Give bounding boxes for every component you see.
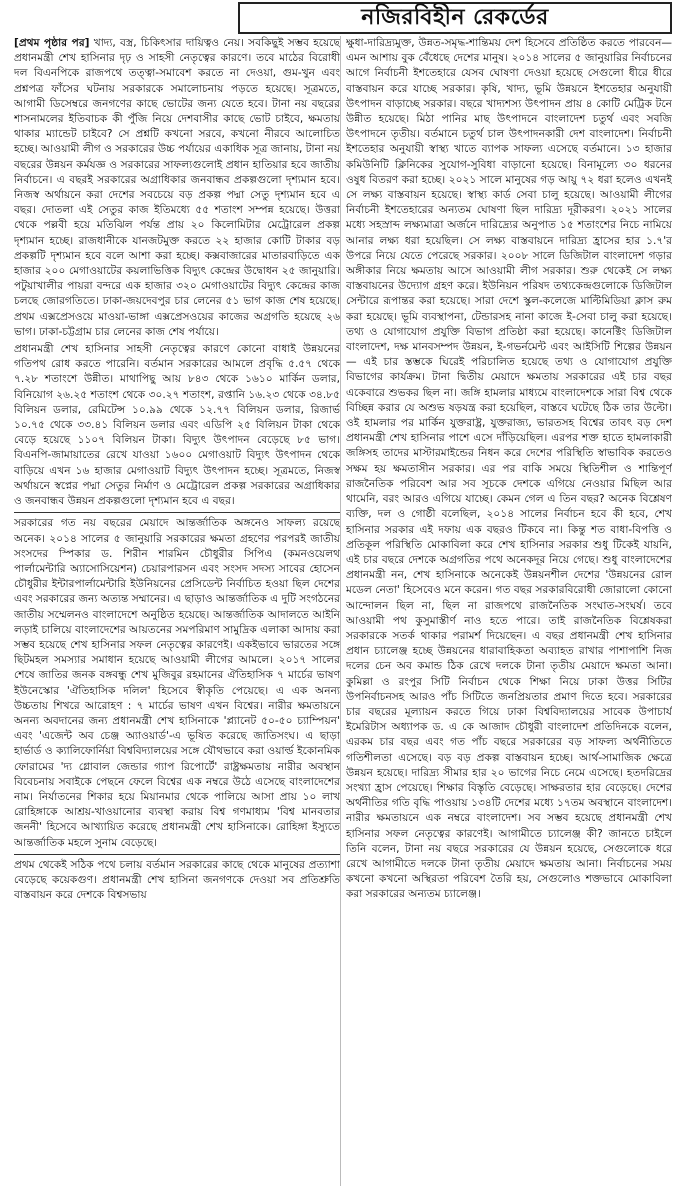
section-rule [14,854,340,855]
section-rule [14,512,340,513]
right-column [346,36,672,1192]
column-divider [340,36,341,1186]
left-paragraph-3: সরকারের গত নয় বছরের মেয়াদে আন্তর্জাতিক অঙ্গনেও সাফল্য রয়েছে অনেক। ২০১৪ সালের ৫ জানুয়ারি সরকারের ক্ষমতা গ্রহণের পরপরই জাতীয় সংসদের স্পিকার ড. শিরীন শারমিন চৌধুরীর সিপিএ (কমনওয়েলথ পার্লামেন্টারি অ্যাসোসিয়েশন) চেয়ারপারসন এবং সংসদ সদস্য সাবের হোসেন চৌধুরীর ইন্টারপার্লামেন্টারি ইউনিয়নের প্রেসিডেন্ট নির্বাচিত হওয়া ছিল দেশের এবং সরকারের জন্য অত্যন্ত সম্মানের। এ ছাড়াও আন্তর্জাতিক এ দুটি সংগঠনের জাতীয় সম্মেলনও বাংলাদেশে অনুষ্ঠিত হয়েছে। আন্তর্জাতিক আদালতে আইনি লড়াই চালিয়ে বাংলাদেশের আয়তনের সমপরিমাণ সামুদ্রিক এলাকা আদায় করা সম্ভব হয়েছে শেখ হাসিনার সফল নেতৃত্বের কারণেই। একইভাবে ভারতের সঙ্গে ছিটমহল সমস্যার সমাধান হয়েছে আওয়ামী লীগের আমলে। ২০১৭ সালের শেষে জাতির জনক বঙ্গবন্ধু শেখ মুজিবুর রহমানের ঐতিহাসিক ৭ মার্চের ভাষণ ইউনেস্কোর 'ঐতিহাসিক দলিল' হিসেবে স্বীকৃতি পেয়েছে। এ এক অনন্য উচ্চতায় শিখরে আরোহণ : ৭ মার্চের ভাষণ এখন বিশ্বের। নারীর ক্ষমতায়নে অনন্য অবদানের জন্য প্রধানমন্ত্রী শেখ হাসিনাকে 'প্ল্যানেট ৫০-৫০ চ্যাম্পিয়ন' এবং 'এজেন্ট অব চেঞ্জ অ্যাওয়ার্ড'-এ ভূষিত করেছে জাতিসংঘ। এ ছাড়া হার্ভার্ড ও ক্যালিফোর্নিয়া বিশ্ববিদ্যালয়ের সঙ্গে যৌথভাবে করা ওয়ার্ল্ড ইকোনমিক ফোরামের 'দ্য গ্লোবাল জেন্ডার গ্যাপ রিপোর্টে' রাষ্ট্রক্ষমতায় নারীর অবস্থান বিবেচনায় সবাইকে পেছনে ফেলে বিশ্বের এক নম্বরে উঠে এসেছে বাংলাদেশের নাম। নির্যাতনের শিকার হয়ে মিয়ানমার থেকে পালিয়ে আসা প্রায় ১০ লাখ রোহিঙ্গাকে আশ্রয়-খাওয়ানোর ব্যবস্থা করায় বিশ্ব গণমাধ্যম 'বিশ্ব মানবতার জননী' হিসেবে আখ্যায়িত করেছে প্রধানমন্ত্রী শেখ হাসিনাকে। রোহিঙ্গা ইস্যুতে আন্তর্জাতিক মহলে সুনাম বেড়েছে। [14,517,340,849]
left-paragraph-1 [14,36,340,340]
left-column [14,36,340,1192]
left-paragraph-2: প্রধানমন্ত্রী শেখ হাসিনার সাহসী নেতৃত্বের কারণে কোনো বাধাই উন্নয়নের গতিপথ রোধ করতে পারেনি। বর্তমান সরকারের আমলে প্রবৃদ্ধি ৫.৫৭ থেকে ৭.২৮ শতাংশে উন্নীত। মাথাপিছু আয় ৮৪৩ থেকে ১৬১০ মার্কিন ডলার, বিনিয়োগ ২৬.২৫ শতাংশ থেকে ৩০.২৭ শতাংশ, রপ্তানি ১৬.২৩ থেকে ৩৪.৮৫ বিলিয়ন ডলার, রেমিটেন্স ১০.৯৯ থেকে ১২.৭৭ বিলিয়ন ডলার, রিজার্ভ ১০.৭৫ থেকে ৩৩.৪১ বিলিয়ন ডলার এবং এডিপি ২৫ বিলিয়ন টাকা থেকে বেড়ে হয়েছে ১১০৭ বিলিয়ন টাকা। বিদ্যুৎ উৎপাদন বেড়েছে ৮৫ ভাগ। বিএনপি-জামায়াতের রেখে যাওয়া ১৬০০ মেগাওয়াট বিদ্যুৎ উৎপাদন থেকে বাড়িয়ে এখন ১৬ হাজার মেগাওয়াট বিদ্যুৎ উৎপাদন হচ্ছে। সূত্রমতে, নিজস্ব অর্থায়নে স্বপ্নের পদ্মা সেতুর নির্মাণ ও মেট্রোরেল প্রকল্প সরকারের অগ্রাধিকার ও জনবান্ধব উন্নয়ন প্রকল্পগুলো দৃশ্যমান হবে এ বছর। [14,343,340,508]
left-paragraph-4: প্রথম থেকেই সঠিক পথে চলায় বর্তমান সরকারের কাছে থেকে মানুষের প্রত্যাশা বেড়েছে কয়েকগুণ। প্রধানমন্ত্রী শেখ হাসিনা জনগণকে দেওয়া সব প্রতিশ্রুতি বাস্তবায়ন করে দেশকে বিশ্বসভায় [14,858,340,902]
left-paragraph-1-text: খাদ্য, বস্ত্র, চিকিৎসার দায়িত্বও নেয়। সবকিছুই সম্ভব হয়েছে প্রধানমন্ত্রী শেখ হাসিনার দৃঢ় ও সাহসী নেতৃত্বের কারণে। তবে মাঠের বিরোধী দল বিএনপিকে রাজপথে তত্ত্বা-সমাবেশ করতে না দেওয়া, গুম-খুন এবং প্রশ্নপত্র ফাঁসের ঘটনায় সরকারকে সমালোচনায় পড়তে হয়েছে। সূত্রমতে, আগামী ডিসেম্বরে জনগণের কাছে ভোটের জন্য যেতে হবে। টানা নয় বছরের শাসনামলের ইতিবাচক কী পুঁজি নিয়ে দেশবাসীর কাছে ভোট চাইবে, ক্ষমতায় থাকার ম্যান্ডেট চাইবে? সে প্রশ্নটি কখনো সরবে, কখনো নীরবে আলোচিত হচ্ছে। আওয়ামী লীগ ও সরকারের উচ্চ পর্যায়ের একাধিক সূত্র জানায়, টানা নয় বছরের উন্নয়ন কর্মযজ্ঞ ও সরকারের সাফল্যগুলোই প্রধান হাতিয়ার হবে জাতীয় নির্বাচনে। এ বছরই সরকারের অগ্রাধিকার জনবান্ধব প্রকল্পগুলো দৃশ্যমান হবে। নিজস্ব অর্থায়নে করা দেশের সবচেয়ে বড় প্রকল্প পদ্মা সেতু দৃশ্যমান হবে এ বছর। দোতলা এই সেতুর কাজ ইতিমধ্যে ৫৫ শতাংশ সম্পন্ন হয়েছে। উত্তরা থেকে পল্লবী হয়ে মতিঝিল পর্যন্ত প্রায় ২০ কিলোমিটার মেট্রোরেল প্রকল্প দৃশ্যমান হচ্ছে। রাজধানীকে যানজটমুক্ত করতে ২২ হাজার কোটি টাকার বড় প্রকল্পটি দৃশ্যমান হবে বলে আশা করা হচ্ছে। কক্সবাজারের মাতারবাড়িতে এক হাজার ২০০ মেগাওয়াটের কয়লাভিত্তিক বিদ্যুৎ কেন্দ্রের উদ্বোধন ২৫ জানুয়ারি। পটুয়াখালীর পায়রা বন্দরে এক হাজার ৩২০ মেগাওয়াটের বিদ্যুৎ কেন্দ্রের কাজ চলছে জোরগতিতে। ঢাকা-জয়দেবপুর চার লেনের ৫১ ভাগ কাজ শেষ হয়েছে। প্রথম এক্সপ্রেসওয়ে মাওয়া-ভাঙ্গা এক্সপ্রেসওয়ের কাজের অগ্রগতি হয়েছে ২৬ ভাগ। ঢাকা-চট্টগ্রাম চার লেনের কাজ শেষ পর্যায়ে। [14,37,340,338]
right-paragraph-1: ক্ষুধা-দারিদ্র্যমুক্ত, উন্নত-সমৃদ্ধ-শান্তিময় দেশ হিসেবে প্রতিষ্ঠিত করতে পারবেন— এমন আশায় বুক বেঁধেছে দেশের মানুষ। ২০১৪ সালের ৫ জানুয়ারির নির্বাচনের আগে নির্বাচনী ইশতেহারে যেসব ঘোষণা দেওয়া হয়েছে সেগুলো ধীরে ধীরে বাস্তবায়ন করে যাচ্ছে সরকার। কৃষি, খাদ্য, ভূমি উন্নয়নে ইশতেহার অনুযায়ী উৎপাদন বাড়াচ্ছে সরকার। বছরে খাদ্যশস্য উৎপাদন প্রায় ৪ কোটি মেট্রিক টনে উন্নীত হয়েছে। মিঠা পানির মাছ উৎপাদনে বাংলাদেশ চতুর্থ এবং সবজি উৎপাদনে তৃতীয়। বর্তমানে চতুর্থ চাল উৎপাদনকারী দেশ বাংলাদেশ। নির্বাচনী ইশতেহার অনুযায়ী স্বাস্থ্য খাতে ব্যাপক সাফল্য এসেছে বর্তমানে। ১৩ হাজার কমিউনিটি ক্লিনিকের সুযোগ-সুবিধা বাড়ানো হয়েছে। বিনামূল্যে ৩০ ধরনের ওষুধ বিতরণ করা হচ্ছে। ২০২১ সালে মানুষের গড় আয়ু ৭২ ধরা হলেও এখনই সে লক্ষ্য বাস্তবায়ন হয়েছে। স্বাস্থ্য কার্ড সেবা চালু হয়েছে। আওয়ামী লীগের নির্বাচনী ইশতেহারের অন্যতম ঘোষণা ছিল দারিদ্র্য দূরীকরণ। ২০২১ সালের মধ্যে সহস্রাব্দ লক্ষ্যমাত্রা অর্জনে দারিদ্র্যের অনুপাত ১৫ শতাংশের নিচে নামিয়ে আনার লক্ষ্য ধরা হয়েছিল। সে লক্ষ্য বাস্তবায়নে দারিদ্র্য হ্রাসের হার ১.৭'র উপরে নিয়ে যেতে পেরেছে সরকার। ২০০৮ সালে ডিজিটাল বাংলাদেশ গড়ার অঙ্গীকার নিয়ে ক্ষমতায় আসে আওয়ামী লীগ সরকার। শুরু থেকেই সে লক্ষ্য বাস্তবায়নের উদ্যোগ গ্রহণ করে। ইউনিয়ন পরিষদ তথ্যকেন্দ্রগুলোকে ডিজিটাল সেন্টারে রূপান্তর করা হয়েছে। সারা দেশে স্কুল-কলেজে মাল্টিমিডিয়া ক্লাস রুম করা হয়েছে। ভূমি ব্যবস্থাপনা, টেন্ডারসহ নানা কাজে ই-সেবা চালু করা হয়েছে। তথ্য ও যোগাযোগ প্রযুক্তি বিভাগ প্রতিষ্ঠা করা হয়েছে। কানেক্টিং ডিজিটাল বাংলাদেশ, দক্ষ মানবসম্পদ উন্নয়ন, ই-গভর্নমেন্ট এবং আইসিটি শিল্পের উন্নয়ন— এই চার স্তম্ভকে ঘিরেই পরিচালিত হয়েছে তথ্য ও যোগাযোগ প্রযুক্তি বিভাগের কার্যক্রম। টানা দ্বিতীয় মেয়াদে ক্ষমতায় সরকারের এই চার বছর একেবারে শুভকর ছিল না। জঙ্গি হামলার মাধ্যমে বাংলাদেশকে সারা বিশ্ব থেকে বিচ্ছিন্ন করার যে অশুভ ষড়যন্ত্র করা হয়েছিল, বাস্তবে ঘটেছে ঠিক তার উল্টো। ওই হামলার পর মার্কিন যুক্তরাষ্ট্র, যুক্তরাজ্য, ভারতসহ বিশ্বের তাবৎ বড় দেশ প্রধানমন্ত্রী শেখ হাসিনার পাশে এসে দাঁড়িয়েছিল। এরপর শক্ত হাতে হামলাকারী জঙ্গিসহ তাদের মাস্টারমাইন্ডের নিধন করে দেশের পরিস্থিতি স্বাভাবিক করতেও সক্ষম হয় ক্ষমতাসীন সরকার। এর পর বাকি সময়ে স্থিতিশীল ও শান্তিপূর্ণ রাজনৈতিক পরিবেশ আর সব সূচকে দেশকে এগিয়ে নেওয়ার মিছিল আর থামেনি, বরং আরও এগিয়ে যাচ্ছে। কেমন গেল এ তিন বছর? অনেক বিশ্লেষণ ব্যক্তি, দল ও গোষ্ঠী বলেছিল, ২০১৪ সালের নির্বাচন হবে কী হবে, শেখ হাসিনার সরকার এই দফায় এক বছরও টিকবে না। কিন্তু শত বাধা-বিপত্তি ও প্রতিকূল পরিস্থিতি মোকাবিলা করে শেখ হাসিনার সরকার শুধু টিকেই যায়নি, এই চার বছরে দেশকে অগ্রগতির পথে অনেকদূর নিয়ে গেছে। শুধু বাংলাদেশের প্রধানমন্ত্রী নন, শেখ হাসিনাকে অনেকেই উন্নয়নশীল দেশের 'উন্নয়নের রোল মডেল নেতা' হিসেবেও মনে করেন। গত বছর সরকারবিরোধী জোরালো কোনো আন্দোলন ছিল না, ছিল না রাজপথে রাজনৈতিক সংঘাত-সংঘর্ষ। তবে আওয়ামী পথ কুসুমাস্তীর্ণ নাও হতে পারে। তাই রাজনৈতিক বিশ্লেষকরা সরকারকে সতর্ক থাকার পরামর্শ দিয়েছেন। এ বছর প্রধানমন্ত্রী শেখ হাসিনার প্রধান চ্যালেঞ্জ হচ্ছে উন্নয়নের ধারাবাহিকতা অব্যাহত রাখার পাশাপাশি নিজ দলের চেন অব কমান্ড ঠিক রেখে দলকে টানা তৃতীয় মেয়াদে ক্ষমতা আনা। কুমিল্লা ও রংপুর সিটি নির্বাচন থেকে শিক্ষা নিয়ে ঢাকা উত্তর সিটির উপনির্বাচনসহ আরও পাঁচ সিটিতে জনপ্রিয়তার প্রমাণ দিতে হবে। সরকারের চার বছরের মূল্যায়ন করতে গিয়ে ঢাকা বিশ্ববিদ্যালয়ের সাবেক উপাচার্য ইমেরিটাস অধ্যাপক ড. এ কে আজাদ চৌধুরী বাংলাদেশ প্রতিদিনকে বলেন, এরকম চার বছর এবং গত পাঁচ বছরে সরকারের বড় সাফল্য অর্থনীতিতে গতিশীলতা এসেছে। বড় বড় প্রকল্প বাস্তবায়ন হচ্ছে। আর্থ-সামাজিক ক্ষেত্রে উন্নয়ন হয়েছে। দারিদ্র্য সীমার হার ২০ ভাগের নিচে নেমে এসেছে। হতদরিদ্রের সংখ্যা হ্রাস পেয়েছে। শিক্ষার বিস্তৃতি বেড়েছে। সাক্ষরতার হার বেড়েছে। দেশের অর্থনীতির গতি বৃদ্ধি পাওয়ায় ১৩৪টি দেশের মধ্যে ১৭তম অবস্থানে বাংলাদেশ। নারীর ক্ষমতায়নে এক নম্বরে বাংলাদেশ। সব সম্ভব হয়েছে প্রধানমন্ত্রী শেখ হাসিনার সফল নেতৃত্বের কারণেই। আগামীতে চ্যালেঞ্জ কী? জানতে চাইলে তিনি বলেন, টানা নয় বছরে সরকারের যে উন্নয়ন হয়েছে, সেগুলোকে ধরে রেখে আগামীতে দলকে টানা তৃতীয় মেয়াদে ক্ষমতায় আনা। নির্বাচনের সময় কখনো কখনো অস্থিরতা পরিবেশ তৈরি হয়, সেগুলোও শক্তভাবে মোকাবিলা করা সরকারের অন্যতম চ্যালেঞ্জ। [346,37,672,901]
continuation-label: [প্রথম পৃষ্ঠার পর] [14,37,90,49]
article-headline: নজিরবিহীন রেকর্ডের [238,2,672,34]
